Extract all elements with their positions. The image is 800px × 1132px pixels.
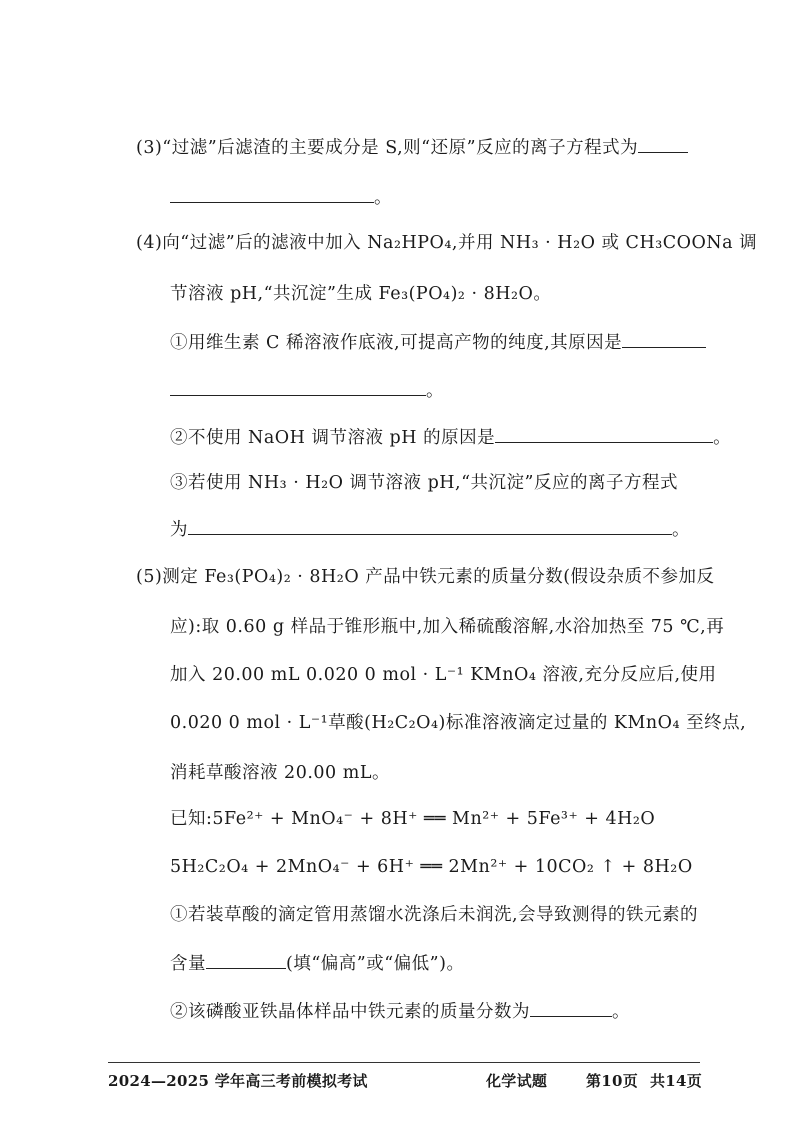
q4-sub2-line	[170, 426, 731, 449]
q4-sub3-line-2	[170, 518, 690, 541]
q4-sub1-blank-2[interactable]	[170, 379, 426, 396]
q4-sub2-text: ②不使用 NaOH 调节溶液 pH 的原因是	[170, 428, 496, 448]
q5-sub2-blank[interactable]	[530, 1000, 612, 1017]
q5-line-5: 消耗草酸溶液 20.00 mL。	[170, 763, 390, 783]
q4-sub3-start: 为	[170, 520, 188, 540]
q5-line-2: 应):取 0.60 g 样品于锥形瓶中,加入稀硫酸溶解,水浴加热至 75 ℃,再	[170, 617, 725, 637]
q5-sub1-start: 含量	[170, 954, 206, 974]
q4-sub2-period: 。	[713, 428, 732, 448]
footer-total-pages: 共14页	[650, 1072, 703, 1090]
footer-exam-title: 2024—2025 学年高三考前模拟考试	[108, 1072, 368, 1090]
q4-sub1-line-1	[170, 331, 706, 354]
q4-sub3-line-1: ③若使用 NH₃ · H₂O 调节溶液 pH,“共沉淀”反应的离子方程式	[170, 473, 679, 493]
q5-sub1-line-1: ①若装草酸的滴定管用蒸馏水洗涤后未润洗,会导致测得的铁元素的	[170, 905, 699, 925]
q3-line-2	[170, 186, 392, 209]
q4-sub1-blank-1[interactable]	[622, 331, 706, 348]
q5-line-1: (5)测定 Fe₃(PO₄)₂ · 8H₂O 产品中铁元素的质量分数(假设杂质不参加反	[136, 567, 715, 587]
q5-sub2-text: ②该磷酸亚铁晶体样品中铁元素的质量分数为	[170, 1002, 530, 1022]
footer-divider	[108, 1062, 700, 1063]
footer-subject: 化学试题	[486, 1072, 548, 1090]
q4-sub1-period: 。	[426, 381, 444, 401]
q5-sub1-blank[interactable]	[206, 952, 286, 969]
q4-sub3-blank[interactable]	[188, 518, 672, 535]
q3-line-1	[136, 136, 688, 159]
q5-sub1-line-2	[170, 952, 464, 975]
q3-period: 。	[374, 188, 392, 208]
q5-sub2-period: 。	[612, 1002, 630, 1022]
q4-line-2: 节溶液 pH,“共沉淀”生成 Fe₃(PO₄)₂ · 8H₂O。	[170, 284, 552, 304]
q5-line-3: 加入 20.00 mL 0.020 0 mol · L⁻¹ KMnO₄ 溶液,充分反应后,使用	[170, 665, 717, 685]
q5-sub1-end: (填“偏高”或“偏低”)。	[286, 954, 465, 974]
q5-equation-2: 5H₂C₂O₄ + 2MnO₄⁻ + 6H⁺ ══ 2Mn²⁺ + 10CO₂ ↑ + 8H₂O	[170, 857, 693, 877]
q4-sub2-blank[interactable]	[495, 426, 713, 443]
q5-line-4: 0.020 0 mol · L⁻¹草酸(H₂C₂O₄)标准溶液滴定过量的 KMnO₄ 至终点,	[170, 713, 747, 733]
q5-sub2-line	[170, 1000, 630, 1023]
q3-answer-blank-1[interactable]	[638, 136, 688, 153]
q3-answer-blank-2[interactable]	[170, 186, 374, 203]
q3-text: (3)“过滤”后滤渣的主要成分是 S,则“还原”反应的离子方程式为	[136, 138, 639, 158]
q4-sub1-text: ①用维生素 C 稀溶液作底液,可提高产物的纯度,其原因是	[170, 333, 623, 353]
q4-sub1-line-2	[170, 379, 444, 402]
q4-line-1: (4)向“过滤”后的滤液中加入 Na₂HPO₄,并用 NH₃ · H₂O 或 CH₃COONa 调	[136, 233, 758, 253]
q4-sub3-period: 。	[672, 520, 690, 540]
q5-equation-1: 已知:5Fe²⁺ + MnO₄⁻ + 8H⁺ ══ Mn²⁺ + 5Fe³⁺ + 4H₂O	[170, 809, 656, 829]
footer-page-number: 第10页	[586, 1072, 639, 1090]
